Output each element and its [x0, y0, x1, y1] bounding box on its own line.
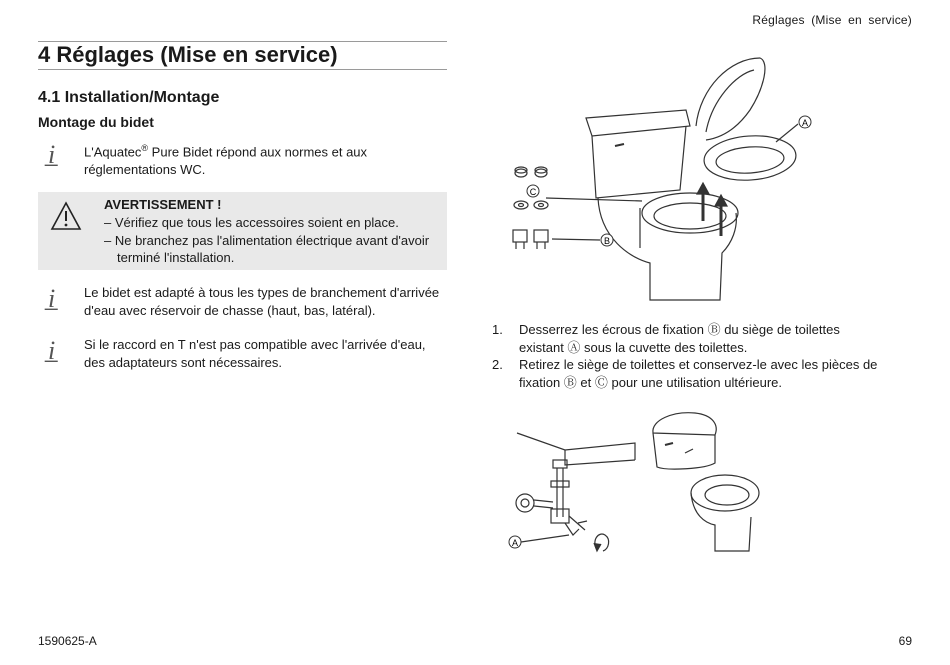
note-connection — [84, 284, 446, 319]
page-number: 69 — [898, 634, 912, 648]
info-icon: i̲ — [48, 336, 56, 365]
callout-a — [509, 536, 521, 548]
step-text: Retirez le siège de toilettes et conservez-le avec les pièces de — [519, 357, 878, 372]
warning-title: AVERTISSEMENT ! — [104, 197, 222, 212]
callout-c-label: C — [529, 187, 537, 197]
note-aquatec-text-cont: Pure Bidet répond aux normes et aux — [148, 144, 368, 160]
instruction-steps — [492, 321, 902, 391]
warning-list — [104, 214, 444, 267]
warning-box — [38, 192, 447, 270]
warning-item: – Ne branchez pas l'alimentation électrique avant d'avoir — [104, 232, 430, 248]
note-aquatec — [84, 140, 444, 178]
note-adapters — [84, 336, 446, 371]
chapter-bottom-rule — [38, 69, 447, 70]
callout-b-label: B — [603, 236, 611, 246]
document-number: 1590625-A — [38, 634, 97, 648]
callout-c — [527, 185, 539, 197]
note-adapters-line1: Si le raccord en T n'est pas compatible avec l'arrivée d'eau, — [84, 337, 426, 352]
step-text: existant Ⓐ sous la cuvette des toilettes. — [519, 339, 748, 355]
figure-water-valve — [505, 405, 775, 560]
note-connection-line2: d'eau avec réservoir de chasse (haut, bas, latéral). — [84, 302, 376, 318]
warning-item-cont: terminé l'installation. — [117, 250, 235, 265]
warning-item: – Vérifiez que tous les accessoires soient en place. — [104, 215, 399, 230]
step-text: Desserrez les écrous de fixation Ⓑ du siège de toilettes — [519, 322, 840, 337]
running-header: Réglages (Mise en service) — [752, 13, 912, 27]
info-icon: i̲ — [48, 140, 56, 169]
note-aquatec-text: L'Aquatec — [84, 144, 142, 160]
section-title: 4.1 Installation/Montage — [38, 89, 220, 106]
step-number: 2. — [492, 357, 503, 372]
step-item — [492, 321, 902, 356]
note-connection-line1: Le bidet est adapté à tous les types de branchement d'arrivée — [84, 285, 440, 300]
callout-a-label: A — [511, 538, 519, 548]
callout-a-label: A — [801, 118, 809, 128]
note-aquatec-line2: réglementations WC. — [84, 161, 206, 177]
info-icon: i̲ — [48, 284, 56, 313]
registered-mark: ® — [141, 143, 149, 153]
subsection-title: Montage du bidet — [38, 114, 154, 130]
warning-triangle-icon — [50, 201, 82, 231]
figure-seat-removal — [500, 48, 820, 310]
chapter-title: 4 Réglages (Mise en service) — [38, 42, 338, 67]
step-item — [492, 356, 902, 391]
callout-b — [601, 234, 613, 246]
step-number: 1. — [492, 322, 503, 337]
step-text: fixation Ⓑ et Ⓒ pour une utilisation ultérieure. — [519, 374, 783, 390]
note-adapters-line2: des adaptateurs sont nécessaires. — [84, 354, 283, 370]
callout-a — [799, 116, 811, 128]
